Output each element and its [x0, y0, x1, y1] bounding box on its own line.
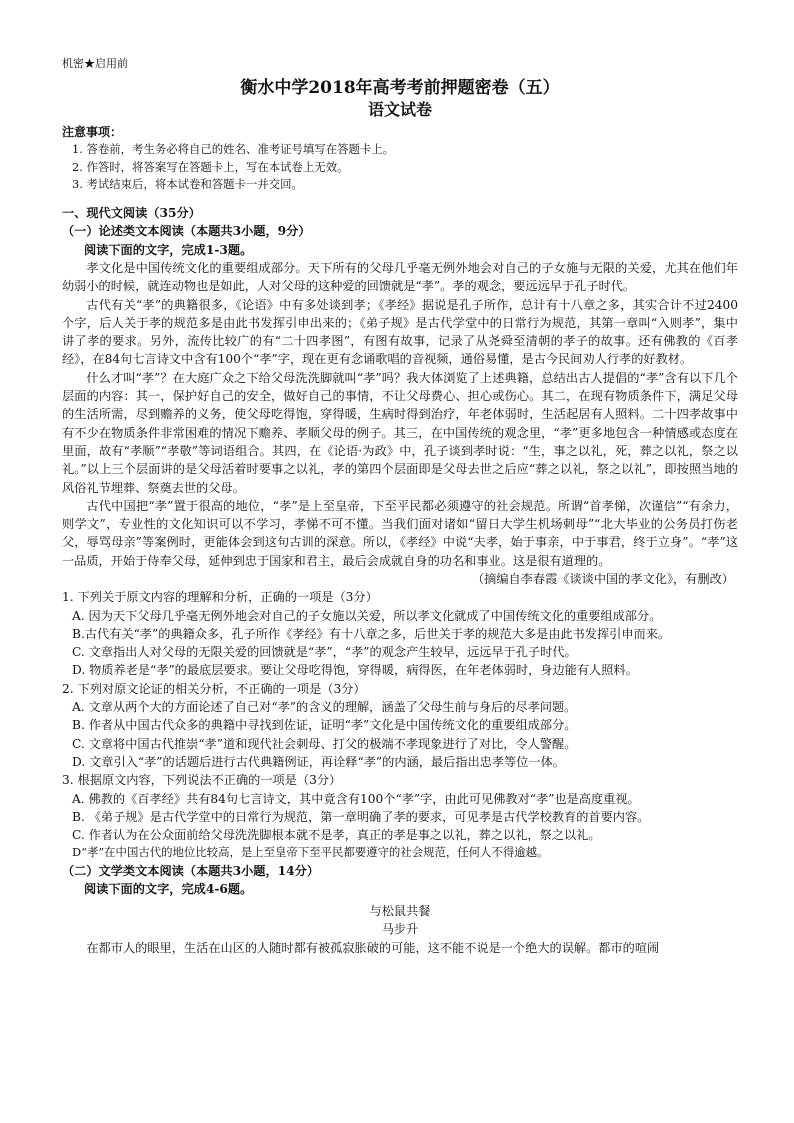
question-2-option-b: B. 作者从中国古代众多的典籍中寻找到佐证，证明“孝”文化是中国传统文化的重要组成部分。 [72, 718, 577, 733]
question-3-option-c: C. 作者认为在公众面前给父母洗洗脚根本就不是孝，真正的孝是事之以礼，葬之以礼，祭之以礼。 [72, 828, 601, 843]
question-3-option-b: B. 《弟子规》是古代学堂中的日常行为规范，第一章明确了孝的要求，可见孝是古代学校教育的首要内容。 [72, 809, 650, 824]
exam-subtitle: 语文试卷 [367, 100, 432, 120]
exam-title: 衡水中学2018年高考考前押题密卷（五） [240, 77, 560, 98]
story-title: 与松鼠共餐 [369, 904, 431, 919]
story-author: 马步升 [381, 922, 419, 937]
question-1-option-a: A. 因为天下父母几乎毫无例外地会对自己的子女施以关爱，所以孝文化就成了中国传统文化的重要组成部分。 [72, 608, 662, 623]
question-2-stem: 2. 下列对原文论证的相关分析，不正确的一项是（3分） [62, 681, 366, 696]
passage-paragraph-3: 什么才叫“孝”？在大庭广众之下给父母洗洗脚就叫“孝”吗？我大体浏览了上述典籍，总结出古人提倡的“孝”含有以下几个层面的内容：其一，保护好自己的安全，做好自己的事情，不让父母费心、担心或伤心。其二，在现有物质条件下，满足父母的生活所需，尽到赡养的义务，使父母吃得饱，穿得暖，生病时得到治疗，年老体弱时，生活起居有人照料。二十四孝故事中有不少在物质条件非常困难的情况下赡养、孝顺父母的例子。其三，在中国传统的观念里，“孝”更多地包含一种情感或态度在里面，故有“孝顺”“孝敬”等词语组合。其四，在《论语·为政》中，孔子谈到孝时说：“生，事之以礼，死，葬之以礼，祭之以礼。”以上三个层面讲的是父母活着时要事之以礼，孝的第四个层面即是父母去世之后应“葬之以礼，祭之以礼”，即按照当地的风俗礼节埋葬、祭奠去世的父母。 [62, 370, 738, 495]
confidential-label: 机密★启用前 [62, 57, 128, 70]
question-1-option-d: D. 物质养老是“孝”的最底层要求。要让父母吃得饱，穿得暖，病得医，在年老体弱时，身边能有人照料。 [72, 663, 638, 678]
passage-source: （摘编自李春霞《谈谈中国的孝文化》，有删改） [471, 571, 734, 586]
notice-heading: 注意事项： [62, 125, 123, 140]
question-2-option-d: D. 文章引入“孝”的话题后进行古代典籍例证，再诠释“孝”的内涵，最后指出忠孝等位一体。 [72, 754, 565, 769]
notice-item-1: 1. 答卷前，考生务必将自己的姓名、准考证号填写在答题卡上。 [72, 142, 395, 157]
passage-paragraph-4: 古代中国把“孝”置于很高的地位，“孝”是上至皇帝，下至平民都必须遵守的社会规范。所谓“首孝悌，次谨信”“有余力，则学文”，专业性的文化知识可以不学习，孝悌不可不懂。当我们面对诸如“留日大学生机场刺母”“北大毕业的公务员打伤老父，辱骂母亲”等案例时，更能体会到这句古训的深意。所以，《孝经》中说“夫孝，始于事亲，中于事君，终于立身”。“孝”这一品质，开始于侍奉父母，延伸到忠于国家和君主，最后会成就自身的功名和事业。这是很有道理的。 [62, 498, 738, 568]
section-heading: 一、现代文阅读（35分） [62, 206, 201, 221]
read-instruction-1: 阅读下面的文字，完成1-3题。 [84, 242, 253, 257]
question-1-option-c: C. 文章指出人对父母的无限关爱的回馈就是“孝”，“孝”的观念产生较早，远远早于孔子时代。 [72, 645, 577, 660]
passage-paragraph-1: 孝文化是中国传统文化的重要组成部分。天下所有的父母几乎毫无例外地会对自己的子女施与无限的关爱，尤其在他们年幼弱小的时候，就连动物也是如此，人对父母的这种爱的回馈就是“孝”。孝的观念，要远远早于孔子时代。 [62, 260, 738, 294]
subsection-heading-2: （二）文学类文本阅读（本题共3小题，14分） [62, 863, 320, 878]
question-3-option-a: A. 佛教的《百孝经》共有84句七言诗文，其中竟含有100个“孝”字，由此可见佛教对“孝”也是高度重视。 [72, 791, 640, 806]
question-1-option-b: B.古代有关“孝”的典籍众多，孔子所作《孝经》有十八章之多，后世关于孝的规范大多是由此书发挥引申而来。 [72, 626, 671, 641]
read-instruction-2: 阅读下面的文字，完成4-6题。 [84, 881, 253, 896]
question-2-option-a: A. 文章从两个大的方面论述了自己对“孝”的含义的理解，涵盖了父母生前与身后的尽孝问题。 [72, 700, 577, 715]
story-paragraph-1: 在都市人的眼里，生活在山区的人随时都有被孤寂胀破的可能，这不能不说是一个绝大的误解。都市的喧闹 [86, 940, 660, 955]
passage-paragraph-2: 古代有关“孝”的典籍很多，《论语》中有多处谈到孝；《孝经》据说是孔子所作，总计有十八章之多，其实合计不过2400个字，后人关于孝的规范多是由此书发挥引申出来的；《弟子规》是古代学堂中的日常行为规范，其第一章叫“入则孝”，集中讲了孝的要求。另外，流传比较广的有“二十四孝图”，有图有故事，记录了从尧舜至清朝的孝子的故事。还有佛教的《百孝经》，在84句七言诗文中含有100个“孝”字，现在更有念诵歌唱的音视频，通俗易懂，是古今民间劝人行孝的好教材。 [62, 297, 738, 367]
question-2-option-c: C. 文章将中国古代推崇“孝”道和现代社会刺母、打父的极端不孝现象进行了对比，令人警醒。 [72, 736, 577, 751]
exam-page [62, 56, 738, 957]
question-3-option-d: D“孝”在中国古代的地位比较高，是上至皇帝下至平民都要遵守的社会规范，任何人不得逾越。 [72, 845, 549, 860]
notice-item-2: 2. 作答时，将答案写在答题卡上，写在本试卷上无效。 [72, 159, 349, 174]
notice-item-3: 3. 考试结束后，将本试卷和答题卡一并交回。 [72, 177, 303, 192]
question-1-stem: 1. 下列关于原文内容的理解和分析，正确的一项是（3分） [62, 590, 378, 605]
question-3-stem: 3. 根据原文内容，下列说法不正确的一项是（3分） [62, 773, 342, 788]
subsection-heading-1: （一）论述类文本阅读（本题共3小题，9分） [62, 224, 311, 239]
